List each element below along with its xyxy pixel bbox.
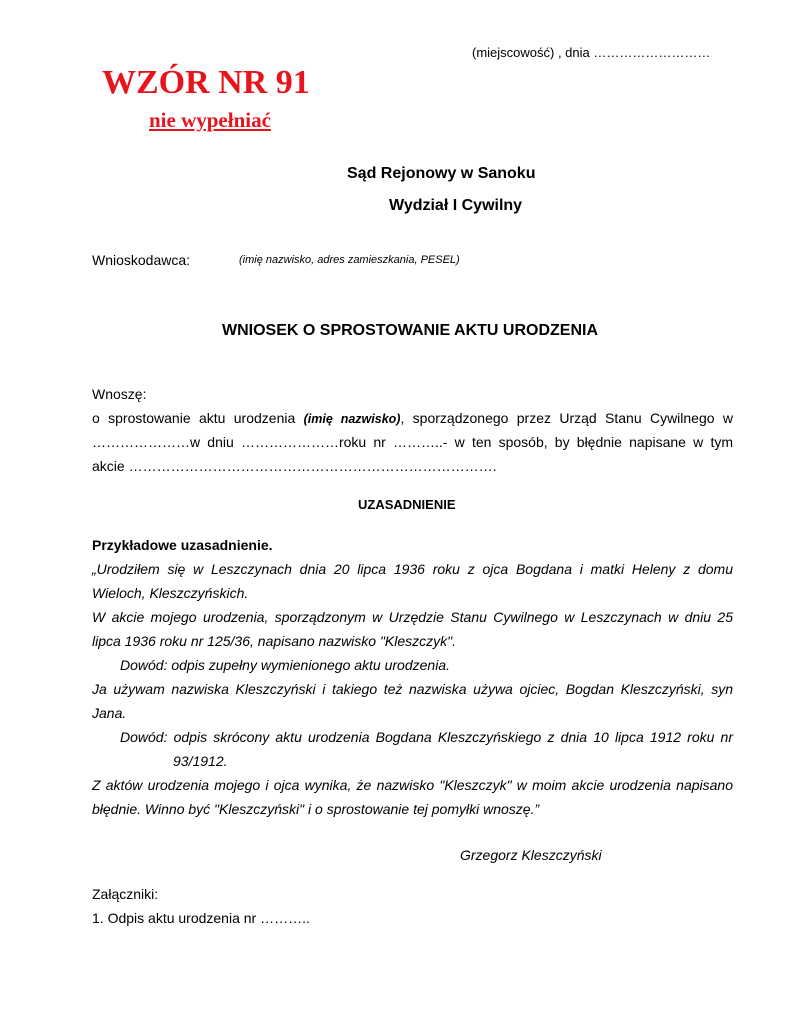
place-date-line: (miejscowość) , dnia ……………………… <box>472 45 711 60</box>
justification-line: Jana. <box>92 705 127 721</box>
attachment-item: 1. Odpis aktu urodzenia nr ……….. <box>92 910 310 926</box>
justification-line: Z aktów urodzenia mojego i ojca wynika, że nazwisko "Kleszczyk" w moim akcie urodzenia napisano <box>92 777 733 793</box>
justification-line: „Urodziłem się w Leszczynach dnia 20 lipca 1936 roku z ojca Bogdana i matki Heleny z domu <box>92 561 733 577</box>
request-line-2: …………………w dniu …………………roku nr ………..- w ten sposób, by błędnie napisane w tym <box>92 434 733 450</box>
template-number-title: WZÓR NR 91 <box>102 64 310 101</box>
justification-line: Ja używam nazwiska Kleszczyński i takiego też nazwiska używa ojciec, Bogdan Kleszczyński, syn <box>92 681 733 697</box>
justification-section <box>92 533 733 821</box>
court-name: Sąd Rejonowy w Sanoku <box>347 165 536 182</box>
attachments-section <box>92 882 733 930</box>
justification-line: Dowód: odpis skrócony aktu urodzenia Bogdana Kleszczyńskiego z dnia 10 lipca 1912 roku nr <box>120 729 733 745</box>
signature: Grzegorz Kleszczyński <box>460 847 602 863</box>
request-section <box>92 382 733 478</box>
justification-line: lipca 1936 roku nr 125/36, napisano nazwisko "Kleszczyk". <box>92 633 457 649</box>
justification-line: 93/1912. <box>173 753 228 769</box>
request-intro: Wnoszę: <box>92 386 147 402</box>
request-line-1-part-a: o sprostowanie aktu urodzenia <box>92 410 304 426</box>
example-label: Przykładowe uzasadnienie. <box>92 537 273 553</box>
attachments-label: Załączniki: <box>92 886 159 902</box>
court-division: Wydział I Cywilny <box>389 197 523 214</box>
request-line-1 <box>92 406 733 430</box>
request-line-1-name-hint: (imię nazwisko) <box>303 412 401 426</box>
request-line-1-part-c: , sporządzonego przez Urząd Stanu Cywilnego w <box>400 410 733 426</box>
request-line-3: akcie ……………………………………………………………………. <box>92 458 497 474</box>
document-title: WNIOSEK O SPROSTOWANIE AKTU URODZENIA <box>222 322 599 339</box>
justification-line: W akcie mojego urodzenia, sporządzonym w Urzędzie Stanu Cywilnego w Leszczynach w dniu 25 <box>92 609 733 625</box>
justification-heading: UZASADNIENIE <box>358 497 456 512</box>
justification-line: błędnie. Winno być "Kleszczyński" i o sprostowanie tej pomyłki wnoszę.” <box>92 801 540 817</box>
applicant-label: Wnioskodawca: <box>92 252 191 268</box>
applicant-hint: (imię nazwisko, adres zamieszkania, PESEL) <box>239 254 460 266</box>
justification-line: Dowód: odpis zupełny wymienionego aktu urodzenia. <box>120 657 450 673</box>
do-not-fill-notice: nie wypełniać <box>149 108 271 132</box>
justification-line: Wieloch, Kleszczyńskich. <box>92 585 249 601</box>
